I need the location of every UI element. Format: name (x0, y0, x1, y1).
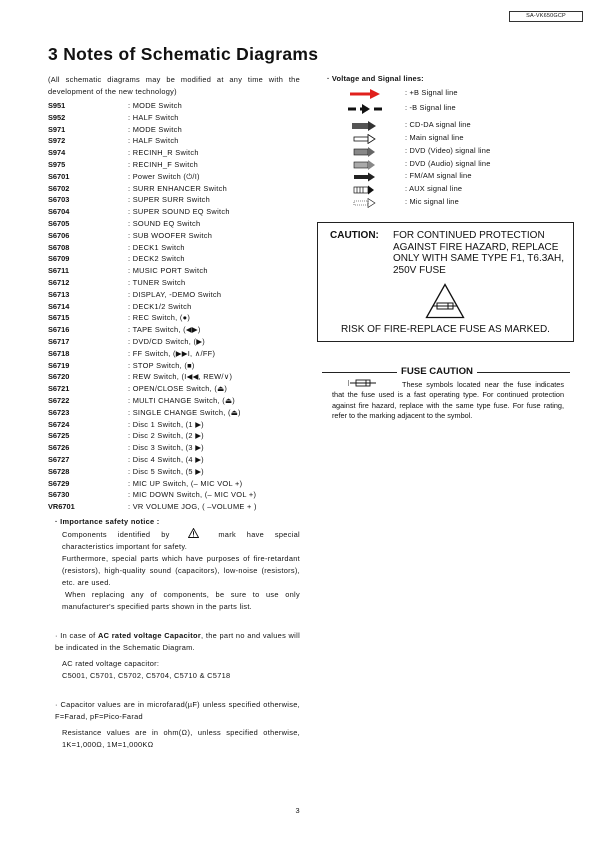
switch-code: S6730 (48, 490, 70, 500)
switch-desc: : Power Switch (⏻/I) (128, 171, 200, 181)
switch-row (48, 407, 308, 419)
switch-desc: : OPEN/CLOSE Switch, (⏏) (128, 384, 228, 394)
signal-line-label: : AUX signal line (405, 184, 463, 193)
switch-desc: : MULTI CHANGE Switch, (⏏) (128, 395, 236, 405)
signal-line-row (340, 184, 540, 196)
switch-code: S6704 (48, 207, 70, 217)
switch-code: S6721 (48, 384, 70, 394)
switch-row (48, 171, 308, 183)
switch-code: S975 (48, 159, 66, 169)
signal-line-row (340, 146, 540, 158)
ac-capacitor-list: C5001, C5701, C5702, C5704, C5710 & C5718 (62, 671, 231, 680)
switch-row (48, 277, 308, 289)
voltage-signal-heading: · Voltage and Signal lines: (327, 74, 424, 83)
importance-para-2: Furthermore, special parts which have purposes of fire-retardant (resistors), high-quality sound (capacitors), low-noise (resistors), etc. are used. (62, 554, 300, 587)
fuse-caution-title: FUSE CAUTION (397, 366, 477, 377)
switch-row (48, 112, 308, 124)
switch-desc: : RECINH_F Switch (128, 159, 198, 169)
switch-code: S6712 (48, 277, 70, 287)
switch-row (48, 253, 308, 265)
switch-row (48, 489, 308, 501)
switch-desc: : Disc 5 Switch, (5 ▶) (128, 466, 204, 476)
switch-row (48, 466, 308, 478)
switch-code: S6728 (48, 466, 70, 476)
signal-line-label: : DVD (Audio) signal line (405, 159, 491, 168)
switch-code: S6726 (48, 443, 70, 453)
switch-desc: : MIC DOWN Switch, (– MIC VOL +) (128, 490, 257, 500)
switch-code: S6719 (48, 360, 70, 370)
striped-arrow-icon (348, 185, 382, 195)
dashed-arrow-icon (348, 104, 382, 114)
switch-code: S6723 (48, 407, 70, 417)
ac-capacitor-label: AC rated voltage capacitor: (62, 659, 160, 668)
switch-code: S6716 (48, 325, 70, 335)
ac-post: , the part no and values will be indicated in the Schematic Diagram. (55, 631, 301, 652)
switch-code: S6702 (48, 183, 70, 193)
switch-desc: : HALF Switch (128, 112, 179, 122)
switch-desc: : Disc 2 Switch, (2 ▶) (128, 431, 204, 441)
model-number-box: SA-VK650GCP (509, 11, 583, 22)
intro-note: (All schematic diagrams may be modified at any time with the development of the new technology) (48, 75, 300, 96)
switch-code: S6720 (48, 372, 70, 382)
switch-desc: : SINGLE CHANGE Switch, (⏏) (128, 407, 241, 417)
switch-row (48, 442, 308, 454)
switch-desc: : MIC UP Switch, (– MIC VOL +) (128, 478, 243, 488)
switch-row (48, 348, 308, 360)
switch-code: S951 (48, 101, 66, 110)
outline-arrow-icon (348, 134, 382, 144)
switch-desc: : MODE Switch (128, 101, 182, 110)
switch-desc: : SOUND EQ Switch (128, 218, 201, 228)
switch-row (48, 312, 308, 324)
signal-line-row (340, 103, 540, 115)
switch-row (48, 478, 308, 490)
switch-code: S6705 (48, 218, 70, 228)
values-note (55, 699, 300, 751)
ac-capacitor-note (55, 630, 300, 682)
switch-desc: : REC Switch, (●) (128, 313, 191, 323)
signal-line-row (340, 197, 540, 209)
capacitor-values-text: · Capacitor values are in microfarad(µF) unless specified otherwise, F=Farad, pF=Pico-Farad (55, 700, 300, 721)
switch-code: S6703 (48, 195, 70, 205)
switch-row (48, 301, 308, 313)
switch-row (48, 218, 308, 230)
switch-code: S952 (48, 112, 66, 122)
switch-desc: : FF Switch, (▶▶I, ∧/FF) (128, 348, 216, 358)
caution-text: FOR CONTINUED PROTECTION AGAINST FIRE HAZARD, REPLACE ONLY WITH SAME TYPE F1, T6.3AH, 250V FUSE (393, 230, 564, 276)
switch-row (48, 135, 308, 147)
switch-code: S6701 (48, 171, 70, 181)
importance-para-3: When replacing any of components, be sure to use only manufacturer's specified parts shown in the parts list. (62, 590, 300, 611)
switch-row (48, 454, 308, 466)
switch-row (48, 336, 308, 348)
page-title: 3 Notes of Schematic Diagrams (48, 44, 319, 64)
switch-row (48, 289, 308, 301)
importance-para-1 (62, 528, 300, 553)
importance-text-b: mark have special characteristics important for safety. (62, 530, 300, 551)
switch-desc: : DECK2 Switch (128, 254, 185, 264)
red-arrow-icon (348, 89, 382, 99)
signal-line-label: : -B Signal line (405, 103, 456, 112)
signal-line-row (340, 171, 540, 183)
page-number: 3 (295, 806, 300, 815)
resistance-values-text: Resistance values are in ohm(Ω), unless specified otherwise, 1K=1,000Ω, 1M=1,000KΩ (62, 728, 300, 749)
signal-line-label: : Main signal line (405, 133, 464, 142)
switch-desc: : REW Switch, (I◀◀, REW/∨) (128, 372, 233, 382)
switch-row (48, 194, 308, 206)
switch-row (48, 395, 308, 407)
switch-desc: : DECK1/2 Switch (128, 301, 192, 311)
signal-line-label: : DVD (Video) signal line (405, 146, 491, 155)
switch-desc: : SUPER SURR Switch (128, 195, 211, 205)
switch-row (48, 159, 308, 171)
switch-code: S6729 (48, 478, 70, 488)
signal-line-row (340, 88, 540, 100)
grid-arrow-icon (348, 160, 382, 170)
switch-code: S6717 (48, 336, 70, 346)
switch-row (48, 383, 308, 395)
switch-row (48, 265, 308, 277)
switch-code: S6724 (48, 419, 70, 429)
signal-line-label: : +B Signal line (405, 88, 458, 97)
switch-desc: : RECINH_R Switch (128, 148, 199, 158)
signal-line-label: : FM/AM signal line (405, 171, 472, 180)
switch-desc: : TAPE Switch, (◀▶) (128, 325, 201, 335)
switch-code: S974 (48, 148, 66, 158)
fuse-caution-box (322, 366, 570, 461)
importance-notice (55, 516, 300, 613)
switch-desc: : HALF Switch (128, 136, 179, 146)
risk-text: RISK OF FIRE-REPLACE FUSE AS MARKED. (341, 324, 550, 335)
switch-row (48, 324, 308, 336)
switch-desc: : DVD/CD Switch, (▶) (128, 336, 205, 346)
dotted-arrow-icon (348, 198, 382, 208)
switch-desc: : DISPLAY, -DEMO Switch (128, 289, 222, 299)
switch-desc: : TUNER Switch (128, 277, 186, 287)
switch-code: S971 (48, 124, 66, 134)
switch-desc: : SURR ENHANCER Switch (128, 183, 227, 193)
switch-list (48, 100, 308, 513)
switch-desc: : SUB WOOFER Switch (128, 230, 213, 240)
ac-pre: · In case of (55, 631, 98, 640)
switch-desc: : DECK1 Switch (128, 242, 185, 252)
switch-row (48, 371, 308, 383)
switch-desc: : Disc 1 Switch, (1 ▶) (128, 419, 204, 429)
switch-desc: : MODE Switch (128, 124, 182, 134)
caution-box (317, 222, 574, 342)
hatched-arrow-icon (348, 121, 382, 131)
switch-row (48, 242, 308, 254)
switch-row (48, 100, 308, 112)
switch-code: VR6701 (48, 502, 75, 512)
switch-code: S6706 (48, 230, 70, 240)
signal-line-row (340, 120, 540, 132)
signal-line-label: : Mic signal line (405, 197, 459, 206)
switch-code: S6725 (48, 431, 70, 441)
solid-arrow-icon (348, 172, 382, 182)
switch-code: S6713 (48, 289, 70, 299)
switch-code: S6709 (48, 254, 70, 264)
switch-code: S6727 (48, 454, 70, 464)
switch-row (48, 183, 308, 195)
ac-bold: AC rated voltage Capacitor (98, 631, 202, 640)
switch-row (48, 124, 308, 136)
switch-code: S6715 (48, 313, 70, 323)
switch-row (48, 501, 308, 513)
crosshatch-arrow-icon (348, 147, 382, 157)
switch-row (48, 147, 308, 159)
switch-row (48, 419, 308, 431)
fuse-caution-text (332, 380, 564, 422)
importance-text-a: Components identified by (62, 530, 170, 539)
switch-row (48, 206, 308, 218)
caution-heading: CAUTION: (330, 230, 379, 241)
switch-code: S6718 (48, 348, 70, 358)
switch-desc: : VR VOLUME JOG, ( –VOLUME + ) (128, 502, 257, 512)
switch-desc: : STOP Switch, (■) (128, 360, 195, 370)
switch-desc: : SUPER SOUND EQ Switch (128, 207, 230, 217)
switch-desc: : Disc 4 Switch, (4 ▶) (128, 454, 204, 464)
fuse-caution-body: These symbols located near the fuse indicates that the fuse used is a fast operating type. For continued protection against fire hazard, replace with the same type fuse. For fuse rating, refer to the marking adjacent to the symbol. (332, 380, 564, 421)
switch-code: S6714 (48, 301, 70, 311)
switch-code: S972 (48, 136, 66, 146)
switch-desc: : MUSIC PORT Switch (128, 266, 208, 276)
switch-code: S6711 (48, 266, 69, 276)
switch-code: S6708 (48, 242, 70, 252)
switch-row (48, 430, 308, 442)
warning-triangle-icon (188, 528, 199, 538)
switch-row (48, 230, 308, 242)
importance-heading: · Importance safety notice : (55, 517, 160, 526)
signal-line-row (340, 159, 540, 171)
ac-capacitor-text (55, 630, 300, 654)
switch-desc: : Disc 3 Switch, (3 ▶) (128, 443, 204, 453)
switch-row (48, 360, 308, 372)
switch-code: S6722 (48, 395, 70, 405)
fuse-warning-triangle-icon (425, 283, 465, 319)
signal-line-row (340, 133, 540, 145)
signal-line-label: : CD-DA signal line (405, 120, 471, 129)
